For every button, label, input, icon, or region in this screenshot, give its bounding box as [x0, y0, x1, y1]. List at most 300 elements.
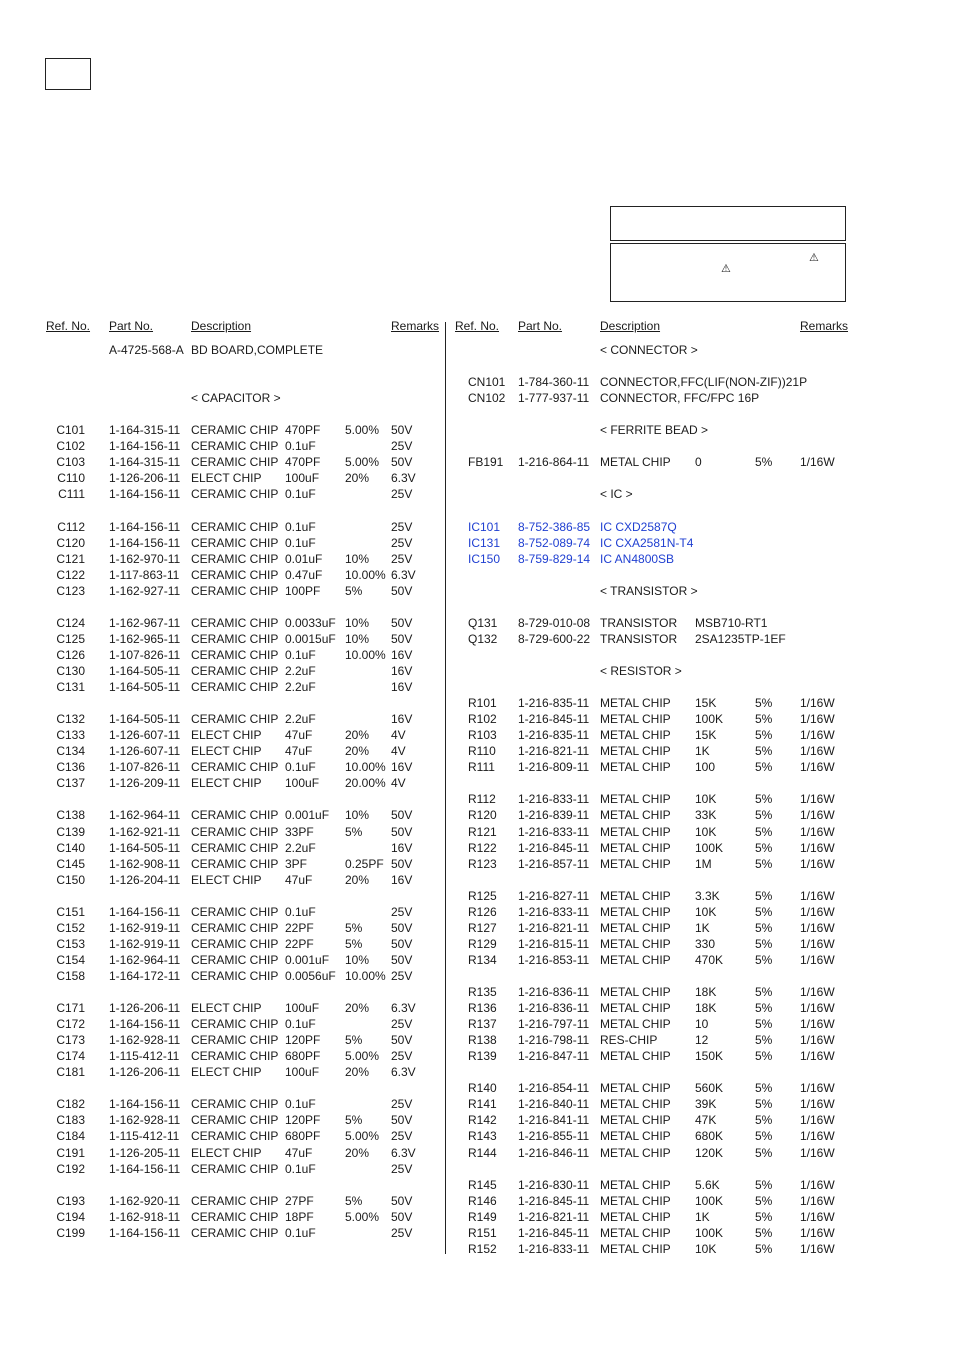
value-cell: 680PF: [285, 1049, 321, 1064]
description-cell: METAL CHIP: [600, 952, 671, 967]
ref-no-cell: C145: [56, 856, 85, 871]
tolerance-cell: 5.00%: [345, 423, 380, 438]
ref-no-cell: R144: [468, 1145, 497, 1160]
parts-row: [0, 1209, 954, 1225]
ref-no-cell: R110: [468, 744, 496, 759]
value-cell: 3PF: [285, 856, 308, 871]
description-cell: METAL CHIP: [600, 792, 671, 807]
tolerance-cell: 5%: [755, 1049, 773, 1064]
tolerance-cell: 5%: [755, 920, 773, 935]
value-cell: 0.1uF: [285, 1097, 316, 1112]
ref-no-cell: C110: [57, 471, 85, 486]
description-cell: CERAMIC CHIP: [191, 519, 279, 534]
parts-row: [0, 1161, 954, 1177]
header-remarks-right: Remarks: [800, 319, 849, 333]
part-no-cell: 1-117-863-11: [109, 567, 180, 582]
value-cell: 100uF: [285, 471, 320, 486]
parts-row: [0, 1145, 954, 1161]
description-cell: CERAMIC CHIP: [191, 615, 279, 630]
tolerance-cell: 5.00%: [345, 1049, 380, 1064]
ref-no-cell: R102: [468, 712, 497, 727]
ref-no-cell: R151: [468, 1225, 497, 1240]
ref-no-cell: R139: [468, 1049, 497, 1064]
rating-cell: 25V: [391, 487, 413, 502]
part-no-cell: 1-216-836-11: [518, 1001, 590, 1016]
description-cell: < CONNECTOR >: [600, 343, 698, 357]
value-cell: 15K: [695, 696, 717, 711]
header-part-no-right: Part No.: [518, 319, 563, 333]
description-cell: METAL CHIP: [600, 455, 671, 470]
description-cell: CERAMIC CHIP: [191, 1161, 279, 1176]
description-cell: BD BOARD,COMPLETE: [191, 343, 324, 357]
value-cell: MSB710-RT1: [695, 615, 768, 630]
part-no-cell: 1-216-821-11: [518, 920, 590, 935]
description-cell: METAL CHIP: [600, 1209, 671, 1224]
parts-row: [0, 567, 954, 583]
rating-cell: 16V: [391, 872, 413, 887]
rating-cell: 1/16W: [800, 792, 835, 807]
header-description-left: Description: [191, 319, 252, 333]
value-cell: 1M: [695, 856, 712, 871]
ref-no-cell: R134: [468, 952, 497, 967]
ref-no-cell: R123: [468, 856, 497, 871]
ref-no-cell: C134: [56, 744, 85, 759]
part-no-cell: 1-216-845-11: [518, 840, 590, 855]
tolerance-cell: 5%: [345, 1193, 363, 1208]
ref-no-cell: C194: [56, 1209, 85, 1224]
parts-row: [0, 1177, 954, 1193]
description-cell: METAL CHIP: [600, 824, 671, 839]
ref-no-cell: C103: [56, 455, 85, 470]
part-no-cell: 1-126-206-11: [109, 471, 181, 486]
value-cell: 120K: [695, 1145, 724, 1160]
rating-cell: 16V: [391, 840, 413, 855]
ref-no-cell: R120: [468, 808, 497, 823]
part-no-cell: 1-162-919-11: [109, 936, 181, 951]
ref-no-cell: C102: [56, 439, 85, 454]
parts-row: [0, 631, 954, 647]
value-cell: 0.001uF: [285, 808, 330, 823]
value-cell: 680PF: [285, 1129, 321, 1144]
parts-row: [0, 727, 954, 743]
tolerance-cell: 20%: [345, 1001, 370, 1016]
value-cell: 0: [695, 455, 702, 470]
ref-no-cell: R111: [468, 760, 495, 775]
part-no-cell: 1-162-928-11: [109, 1033, 181, 1048]
ref-no-cell: C125: [56, 631, 85, 646]
description-cell: METAL CHIP: [600, 856, 671, 871]
rating-cell: 1/16W: [800, 920, 835, 935]
rating-cell: 1/16W: [800, 728, 835, 743]
value-cell: 0.01uF: [285, 551, 323, 566]
value-cell: 10K: [695, 824, 717, 839]
tolerance-cell: 5%: [755, 1017, 773, 1032]
description-cell: < TRANSISTOR >: [600, 583, 698, 598]
part-no-cell: 1-777-937-11: [518, 391, 590, 406]
parts-row: [0, 695, 954, 711]
tolerance-cell: 20%: [345, 728, 370, 743]
value-cell: 47uF: [285, 872, 313, 887]
parts-row: [0, 342, 954, 358]
rating-cell: 1/16W: [800, 712, 835, 727]
tolerance-cell: 5%: [755, 1097, 773, 1112]
description-cell: < RESISTOR >: [600, 664, 682, 678]
value-cell: 22PF: [285, 936, 314, 951]
tolerance-cell: 5%: [755, 840, 773, 855]
part-no-cell: 1-216-821-11: [518, 744, 590, 759]
header-description-right: Description: [600, 319, 661, 333]
value-cell: 560K: [695, 1081, 724, 1096]
part-no-cell: 1-216-833-11: [518, 904, 590, 919]
value-cell: 0.1uF: [285, 439, 316, 454]
value-cell: 100K: [695, 1225, 724, 1240]
value-cell: 0.47uF: [285, 567, 323, 582]
value-cell: 330: [695, 936, 716, 951]
tolerance-cell: 5%: [755, 808, 773, 823]
ref-no-cell: IC150: [468, 551, 501, 566]
value-cell: 10K: [695, 1241, 717, 1256]
value-cell: 0.001uF: [285, 952, 330, 967]
rating-cell: 1/16W: [800, 1129, 835, 1144]
description-cell: ELECT CHIP: [191, 744, 262, 759]
description-cell: IC CXA2581N-T4: [600, 535, 694, 550]
part-no-cell: 1-115-412-11: [109, 1129, 180, 1144]
ref-no-cell: C137: [56, 776, 85, 791]
ref-no-cell: FB191: [468, 455, 504, 470]
part-no-cell: 1-164-156-11: [109, 519, 181, 534]
rating-cell: 16V: [391, 760, 413, 775]
description-cell: CERAMIC CHIP: [191, 1225, 279, 1240]
description-cell: CERAMIC CHIP: [191, 904, 279, 919]
part-no-cell: 1-126-206-11: [109, 1065, 181, 1080]
value-cell: 120PF: [285, 1033, 321, 1048]
ref-no-cell: C122: [56, 567, 85, 582]
rating-cell: 1/16W: [800, 1193, 835, 1208]
value-cell: 18K: [695, 985, 717, 999]
tolerance-cell: 0.25PF: [345, 856, 384, 871]
description-cell: CERAMIC CHIP: [191, 455, 279, 470]
parts-row: [0, 824, 954, 840]
value-cell: 33K: [695, 808, 717, 823]
value-cell: 0.1uF: [285, 535, 316, 550]
description-cell: RES-CHIP: [600, 1033, 658, 1048]
part-no-cell: 1-162-964-11: [109, 808, 181, 823]
parts-row: [0, 791, 954, 807]
tolerance-cell: 20%: [345, 471, 370, 486]
tolerance-cell: 20%: [345, 1145, 370, 1160]
parts-row: [0, 1241, 954, 1257]
ref-no-cell: C126: [56, 647, 85, 662]
ref-no-cell: R112: [468, 792, 496, 807]
ref-no-cell: R101: [468, 696, 497, 711]
description-cell: CERAMIC CHIP: [191, 712, 279, 727]
value-cell: 2.2uF: [285, 680, 316, 695]
tolerance-cell: 20%: [345, 1065, 370, 1080]
part-no-cell: 1-115-412-11: [109, 1049, 180, 1064]
rating-cell: 50V: [391, 423, 413, 438]
tolerance-cell: 5%: [755, 1001, 773, 1016]
tolerance-cell: 10.00%: [345, 567, 386, 582]
rating-cell: 1/16W: [800, 1017, 835, 1032]
rating-cell: 1/16W: [800, 1049, 835, 1064]
description-cell: METAL CHIP: [600, 1113, 671, 1128]
value-cell: 22PF: [285, 920, 314, 935]
ref-no-cell: C132: [56, 712, 85, 727]
part-no-cell: 1-216-845-11: [518, 1225, 590, 1240]
value-cell: 3.3K: [695, 888, 720, 903]
value-cell: 27PF: [285, 1193, 314, 1208]
tolerance-cell: 5%: [345, 936, 363, 951]
description-cell: CERAMIC CHIP: [191, 423, 279, 438]
description-cell: IC AN4800SB: [600, 551, 675, 566]
part-no-cell: 1-216-845-11: [518, 712, 590, 727]
part-no-cell: 1-216-797-11: [518, 1017, 590, 1032]
description-cell: IC CXD2587Q: [600, 519, 677, 534]
description-cell: CERAMIC CHIP: [191, 487, 279, 502]
rating-cell: 50V: [391, 920, 413, 935]
description-cell: TRANSISTOR: [600, 631, 678, 646]
value-cell: 18PF: [285, 1209, 314, 1224]
rating-cell: 6.3V: [391, 471, 416, 486]
value-cell: 100uF: [285, 1065, 320, 1080]
ref-no-cell: C123: [56, 583, 85, 598]
rating-cell: 50V: [391, 936, 413, 951]
part-no-cell: 1-164-315-11: [109, 455, 181, 470]
description-cell: ELECT CHIP: [191, 1001, 262, 1016]
parts-row: [0, 663, 954, 679]
ref-no-cell: C101: [56, 423, 85, 438]
description-cell: METAL CHIP: [600, 1017, 671, 1032]
parts-row: [0, 1016, 954, 1032]
description-cell: CERAMIC CHIP: [191, 680, 279, 695]
part-no-cell: 1-164-156-11: [109, 439, 181, 454]
value-cell: 0.1uF: [285, 760, 316, 775]
description-cell: CONNECTOR,FFC(LIF(NON-ZIF))21P: [600, 375, 808, 390]
ref-no-cell: C112: [57, 519, 85, 534]
rating-cell: 25V: [391, 439, 413, 454]
part-no-cell: 1-216-855-11: [518, 1129, 590, 1144]
parts-row: [0, 535, 954, 551]
rating-cell: 4V: [391, 776, 406, 791]
rating-cell: 1/16W: [800, 1033, 835, 1048]
rating-cell: 25V: [391, 904, 413, 919]
ref-no-cell: R145: [468, 1177, 497, 1192]
ref-no-cell: R121: [468, 824, 497, 839]
part-no-cell: 1-164-315-11: [109, 423, 181, 438]
note-box-title: [610, 206, 846, 241]
value-cell: 5.6K: [695, 1177, 720, 1192]
rating-cell: 1/16W: [800, 856, 835, 871]
ref-no-cell: R103: [468, 728, 497, 743]
ref-no-cell: C124: [56, 615, 85, 630]
part-no-cell: 1-216-833-11: [518, 792, 590, 807]
part-no-cell: 1-216-857-11: [518, 856, 590, 871]
parts-row: [0, 1193, 954, 1209]
value-cell: 0.1uF: [285, 487, 316, 502]
part-no-cell: 1-162-927-11: [109, 583, 181, 598]
part-no-cell: 1-126-607-11: [109, 744, 181, 759]
rating-cell: 1/16W: [800, 824, 835, 839]
description-cell: METAL CHIP: [600, 1001, 671, 1016]
tolerance-cell: 5%: [755, 888, 773, 903]
value-cell: 0.1uF: [285, 519, 316, 534]
description-cell: METAL CHIP: [600, 985, 671, 999]
description-cell: METAL CHIP: [600, 760, 671, 775]
part-no-cell: 1-216-840-11: [518, 1097, 590, 1112]
rating-cell: 4V: [391, 728, 406, 743]
tolerance-cell: 5%: [755, 936, 773, 951]
description-cell: METAL CHIP: [600, 1081, 671, 1096]
rating-cell: 1/16W: [800, 1113, 835, 1128]
ref-no-cell: C153: [56, 936, 85, 951]
part-no-cell: 1-164-156-11: [109, 1017, 181, 1032]
part-no-cell: 1-126-209-11: [109, 776, 181, 791]
ref-no-cell: R141: [468, 1097, 497, 1112]
part-no-cell: 1-216-835-11: [518, 696, 590, 711]
value-cell: 10K: [695, 792, 717, 807]
part-no-cell: 1-162-921-11: [109, 824, 181, 839]
value-cell: 0.1uF: [285, 1017, 316, 1032]
part-no-cell: 8-759-829-14: [518, 551, 591, 566]
ref-no-cell: C136: [56, 760, 85, 775]
rating-cell: 50V: [391, 1209, 413, 1224]
rating-cell: 25V: [391, 968, 413, 983]
rating-cell: 25V: [391, 519, 413, 534]
rating-cell: 1/16W: [800, 760, 835, 775]
rating-cell: 1/16W: [800, 808, 835, 823]
description-cell: CERAMIC CHIP: [191, 1049, 279, 1064]
description-cell: CERAMIC CHIP: [191, 631, 279, 646]
note-box-safety: [610, 243, 846, 302]
ref-no-cell: CN102: [468, 391, 506, 406]
tolerance-cell: 5%: [755, 728, 773, 743]
description-cell: METAL CHIP: [600, 744, 671, 759]
part-no-cell: 1-164-156-11: [109, 535, 181, 550]
description-cell: CERAMIC CHIP: [191, 1209, 279, 1224]
description-cell: CERAMIC CHIP: [191, 936, 279, 951]
value-cell: 0.0033uF: [285, 615, 336, 630]
part-no-cell: 1-126-204-11: [109, 872, 181, 887]
value-cell: 100uF: [285, 1001, 320, 1016]
value-cell: 680K: [695, 1129, 724, 1144]
tolerance-cell: 5%: [755, 760, 773, 775]
part-no-cell: 1-162-908-11: [109, 856, 181, 871]
value-cell: 15K: [695, 728, 717, 743]
part-no-cell: 1-164-156-11: [109, 1225, 181, 1240]
parts-row: [0, 519, 954, 535]
part-no-cell: 1-164-505-11: [109, 664, 181, 678]
part-no-cell: 1-216-853-11: [518, 952, 590, 967]
rating-cell: 50V: [391, 952, 413, 967]
value-cell: 2SA1235TP-1EF: [695, 631, 786, 646]
tolerance-cell: 5%: [755, 455, 773, 470]
ref-no-cell: C121: [56, 551, 85, 566]
parts-row: [0, 1112, 954, 1128]
description-cell: CERAMIC CHIP: [191, 1033, 279, 1048]
description-cell: METAL CHIP: [600, 1129, 671, 1144]
description-cell: ELECT CHIP: [191, 776, 262, 791]
ref-no-cell: R126: [468, 904, 497, 919]
part-no-cell: 1-126-607-11: [109, 728, 181, 743]
tolerance-cell: 5%: [755, 712, 773, 727]
description-cell: CERAMIC CHIP: [191, 1017, 279, 1032]
parts-row: [0, 454, 954, 470]
rating-cell: 1/16W: [800, 952, 835, 967]
description-cell: METAL CHIP: [600, 1097, 671, 1112]
parts-row: [0, 422, 954, 438]
parts-row: [0, 647, 954, 663]
rating-cell: 16V: [391, 680, 413, 695]
parts-row: [0, 952, 954, 968]
part-no-cell: 1-164-505-11: [109, 840, 181, 855]
tolerance-cell: 10%: [345, 615, 370, 630]
description-cell: CERAMIC CHIP: [191, 664, 279, 678]
description-cell: CERAMIC CHIP: [191, 1113, 279, 1128]
rating-cell: 25V: [391, 535, 413, 550]
tolerance-cell: 20%: [345, 744, 370, 759]
rating-cell: 6.3V: [391, 567, 416, 582]
rating-cell: 16V: [391, 647, 413, 662]
rating-cell: 6.3V: [391, 1065, 416, 1080]
rating-cell: 50V: [391, 631, 413, 646]
part-no-cell: 1-162-919-11: [109, 920, 181, 935]
description-cell: CERAMIC CHIP: [191, 840, 279, 855]
description-cell: CONNECTOR, FFC/FPC 16P: [600, 391, 760, 406]
value-cell: 0.1uF: [285, 1161, 316, 1176]
description-cell: CERAMIC CHIP: [191, 1097, 279, 1112]
ref-no-cell: C140: [56, 840, 85, 855]
part-no-cell: 1-216-836-11: [518, 985, 590, 999]
parts-row: [0, 936, 954, 952]
value-cell: 2.2uF: [285, 840, 316, 855]
description-cell: METAL CHIP: [600, 1049, 671, 1064]
parts-row: [0, 1096, 954, 1112]
parts-row: [0, 551, 954, 567]
rating-cell: 1/16W: [800, 888, 835, 903]
description-cell: METAL CHIP: [600, 1193, 671, 1208]
description-cell: METAL CHIP: [600, 712, 671, 727]
tolerance-cell: 5%: [755, 1225, 773, 1240]
ref-no-cell: C131: [56, 680, 85, 695]
tolerance-cell: 5%: [755, 824, 773, 839]
part-no-cell: 1-162-920-11: [109, 1193, 181, 1208]
ref-no-cell: C138: [56, 808, 85, 823]
part-no-cell: 1-216-809-11: [518, 760, 590, 775]
value-cell: 100K: [695, 1193, 724, 1208]
ref-no-cell: R142: [468, 1113, 497, 1128]
part-no-cell: 1-164-156-11: [109, 904, 181, 919]
part-no-cell: 1-107-826-11: [109, 760, 181, 775]
rating-cell: 1/16W: [800, 1225, 835, 1240]
ref-no-cell: C181: [56, 1065, 85, 1080]
part-no-cell: 1-162-918-11: [109, 1209, 181, 1224]
part-no-cell: 1-216-830-11: [518, 1177, 590, 1192]
tolerance-cell: 5%: [345, 583, 363, 598]
part-no-cell: 1-162-964-11: [109, 952, 181, 967]
parts-row: [0, 743, 954, 759]
part-no-cell: A-4725-568-A: [109, 343, 184, 357]
rating-cell: 16V: [391, 712, 413, 727]
ref-no-cell: C154: [56, 952, 85, 967]
part-no-cell: 1-164-156-11: [109, 1161, 181, 1176]
tolerance-cell: 5%: [345, 1113, 363, 1128]
description-cell: ELECT CHIP: [191, 728, 262, 743]
tolerance-cell: 10.00%: [345, 968, 386, 983]
part-no-cell: 1-216-839-11: [518, 808, 590, 823]
value-cell: 2.2uF: [285, 664, 316, 678]
rating-cell: 50V: [391, 856, 413, 871]
description-cell: METAL CHIP: [600, 920, 671, 935]
